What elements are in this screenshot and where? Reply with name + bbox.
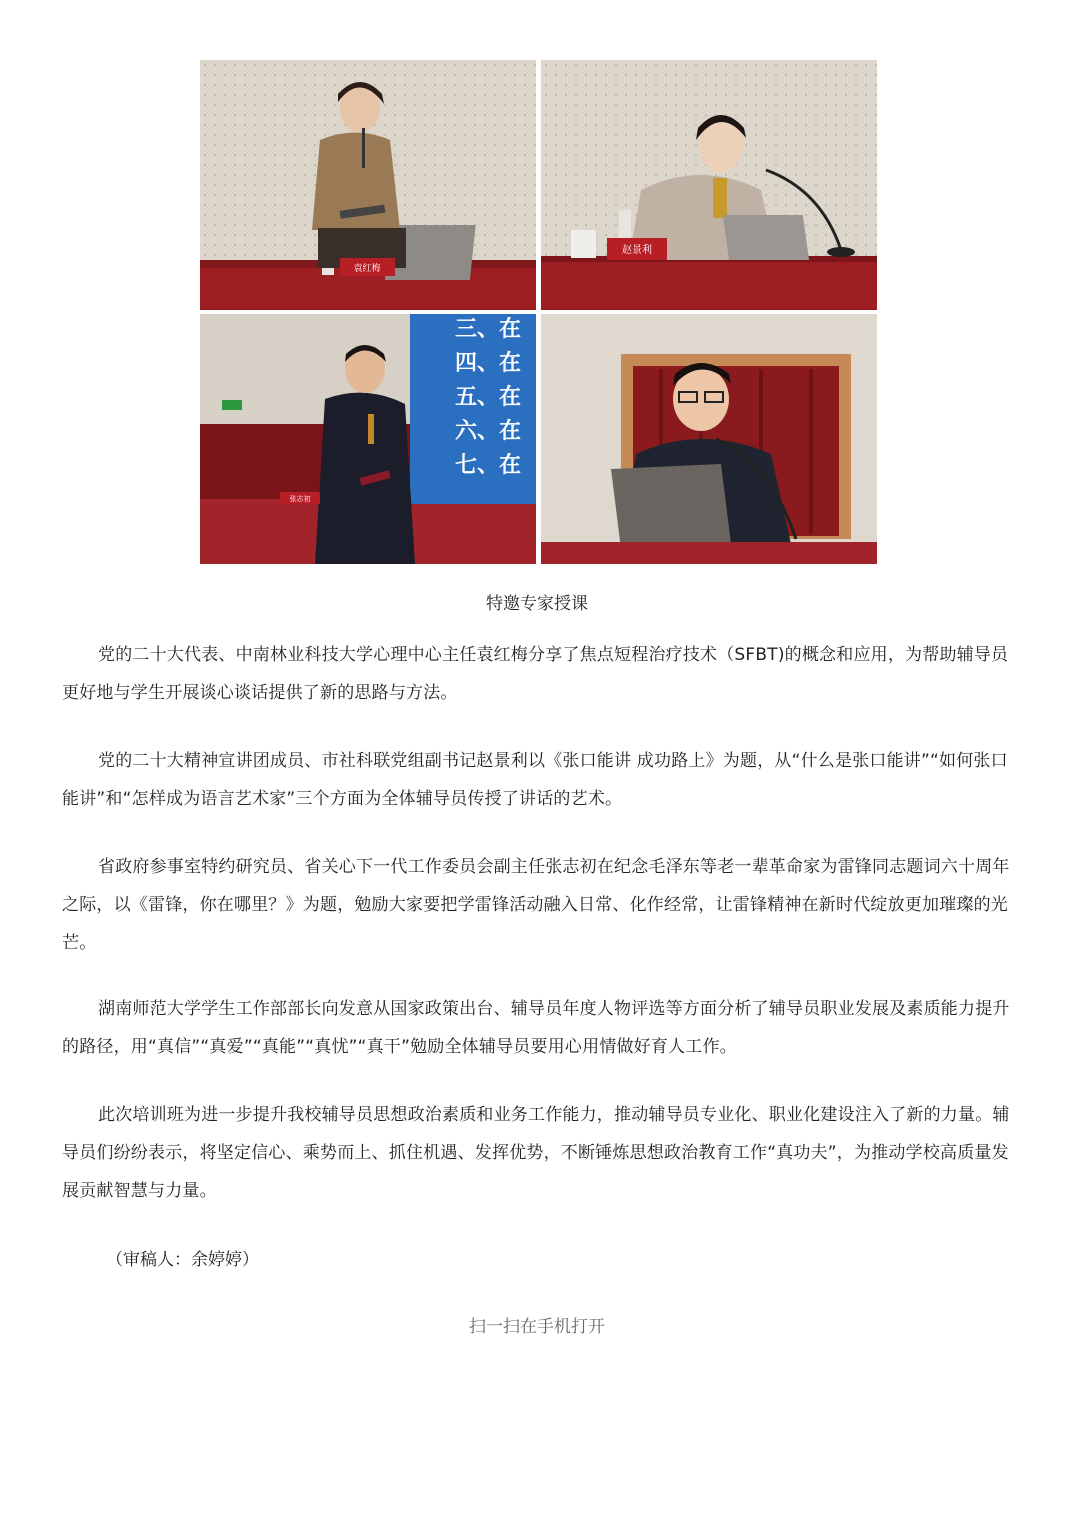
speaker-photo-2: [541, 60, 877, 310]
article-paragraph: 党的二十大代表、中南林业科技大学心理中心主任袁红梅分享了焦点短程治疗技术（SFBT)的概念和应用，为帮助辅导员更好地与学生开展谈心谈话提供了新的思路与方法。: [62, 645, 1009, 703]
article-paragraph: 省政府参事室特约研究员、省关心下一代工作委员会副主任张志初在纪念毛泽东等老一辈革命家为雷锋同志题词六十周年之际，以《雷锋，你在哪里？》为题，勉励大家要把学雷锋活动融入日常、化作经常，让雷锋精神在新时代绽放更加璀璨的光芒。: [62, 857, 1010, 953]
article-paragraph: 此次培训班为进一步提升我校辅导员思想政治素质和业务工作能力，推动辅导员专业化、职业化建设注入了新的力量。辅导员们纷纷表示，将坚定信心、乘势而上、抓住机遇、发挥优势，不断锤炼思想政治教育工作“真功夫”，为推动学校高质量发展贡献智慧与力量。: [62, 1105, 1010, 1201]
banner-line-1: 三、在: [455, 316, 522, 342]
article-paragraph: 湖南师范大学学生工作部部长向发意从国家政策出台、辅导员年度人物评选等方面分析了辅导员职业发展及素质能力提升的路径，用“真信”“真爱”“真能”“真忧”“真干”勉励全体辅导员要用心用情做好育人工作。: [62, 999, 1010, 1057]
scan-to-open-link[interactable]: 扫一扫在手机打开: [469, 1317, 605, 1337]
banner-line-3: 五、在: [455, 384, 522, 410]
banner-line-4: 六、在: [455, 418, 522, 444]
banner-line-5: 七、在: [455, 452, 522, 478]
photo-collage: [200, 60, 877, 564]
reviewer-note: （审稿人：余婷婷）: [106, 1250, 259, 1270]
nameplate-2: 赵景利: [622, 245, 652, 256]
speaker-photo-3: [200, 314, 536, 564]
article-paragraph: 党的二十大精神宣讲团成员、市社科联党组副书记赵景利以《张口能讲 成功路上》为题，从“什么是张口能讲”“如何张口能讲”和“怎样成为语言艺术家”三个方面为全体辅导员传授了讲话的艺术。: [62, 751, 1008, 809]
banner-line-2: 四、在: [455, 350, 522, 376]
photo-caption: 特邀专家授课: [486, 594, 588, 614]
nameplate-1: 袁红梅: [353, 264, 381, 274]
speaker-photo-1: [200, 60, 536, 310]
speaker-photo-4: [541, 314, 877, 564]
nameplate-3: 张志初: [289, 495, 311, 503]
